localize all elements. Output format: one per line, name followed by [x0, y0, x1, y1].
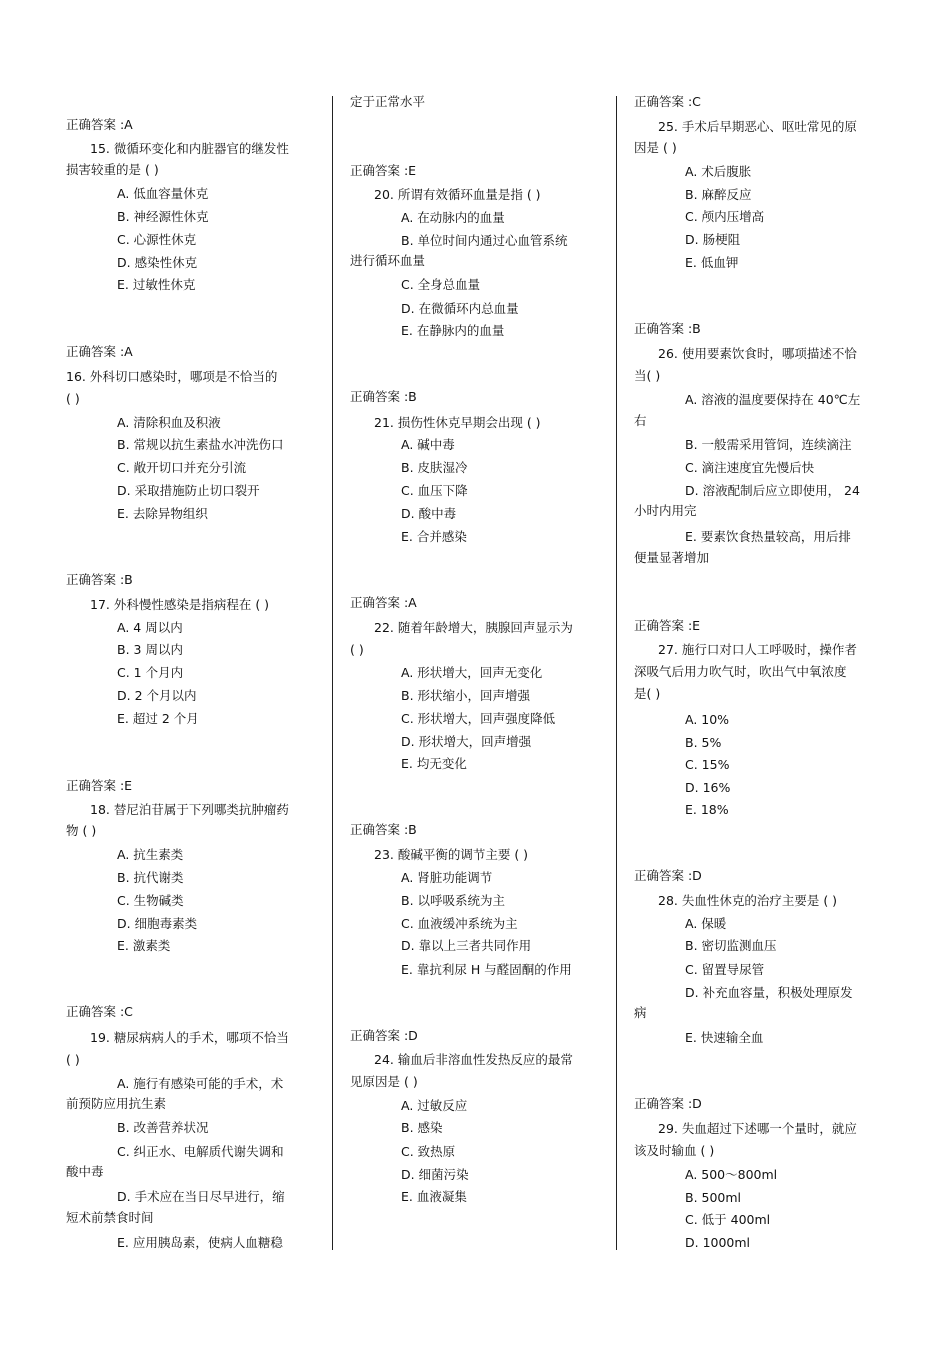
question-text: 18. 替尼泊苷属于下列哪类抗肿瘤药	[90, 802, 289, 817]
question-text: 右	[634, 413, 647, 428]
option-text: A. 在动脉内的血量	[401, 210, 505, 225]
option-text: A. 清除积血及积液	[117, 415, 221, 430]
option-text: B. 形状缩小，回声增强	[401, 688, 531, 703]
question-text: 17. 外科慢性感染是指病程在 ( )	[90, 597, 270, 612]
answer-label: 正确答案 :A	[66, 117, 133, 132]
option-text: D. 手术应在当日尽早进行，缩	[117, 1189, 285, 1204]
question-text: 23. 酸碱平衡的调节主要 ( )	[374, 847, 529, 862]
option-text: C. 15%	[685, 757, 730, 772]
option-text: E. 均无变化	[401, 756, 467, 771]
option-text: D. 补充血容量，积极处理原发	[685, 985, 853, 1000]
option-text: D. 细胞毒素类	[117, 916, 198, 931]
option-text: E. 18%	[685, 802, 729, 817]
question-text: 物 ( )	[66, 823, 97, 838]
option-text: D. 酸中毒	[401, 506, 457, 521]
option-text: A. 施行有感染可能的手术，术	[117, 1076, 284, 1091]
question-text: 25. 手术后早期恶心、呕吐常见的原	[658, 119, 857, 134]
option-text: B. 以呼吸系统为主	[401, 893, 506, 908]
question-text: 便量显著增加	[634, 550, 710, 565]
question-text: 29. 失血超过下述哪一个量时，就应	[658, 1121, 857, 1136]
answer-label: 正确答案 :C	[634, 94, 701, 109]
question-text: ( )	[350, 642, 364, 657]
option-text: E. 靠抗利尿 H 与醛固酮的作用	[401, 962, 572, 977]
question-text: 该及时输血 ( )	[634, 1143, 715, 1158]
question-text: 前预防应用抗生素	[66, 1096, 167, 1111]
answer-label: 正确答案 :A	[350, 595, 417, 610]
option-text: D. 16%	[685, 780, 731, 795]
answer-label: 正确答案 :B	[350, 822, 417, 837]
option-text: B. 感染	[401, 1120, 443, 1135]
question-text: ( )	[66, 1052, 80, 1067]
option-text: B. 改善营养状况	[117, 1120, 209, 1135]
option-text: B. 3 周以内	[117, 642, 183, 657]
option-text: E. 合并感染	[401, 529, 467, 544]
question-text: 24. 输血后非溶血性发热反应的最常	[374, 1052, 573, 1067]
option-text: A. 术后腹胀	[685, 164, 752, 179]
option-text: D. 肠梗阻	[685, 232, 741, 247]
option-text: C. 低于 400ml	[685, 1212, 771, 1227]
option-text: A. 溶液的温度要保持在 40℃左	[685, 392, 861, 407]
question-text: 短术前禁食时间	[66, 1210, 154, 1225]
option-text: C. 颅内压增高	[685, 209, 765, 224]
answer-label: 正确答案 :E	[350, 163, 417, 178]
answer-label: 正确答案 :A	[66, 344, 133, 359]
option-text: D. 形状增大，回声增强	[401, 734, 532, 749]
column-divider-1	[332, 96, 333, 1250]
option-text: B. 一般需采用管饲，连续滴注	[685, 437, 852, 452]
option-text: B. 单位时间内通过心血管系统	[401, 233, 568, 248]
option-text: B. 500ml	[685, 1190, 742, 1205]
answer-label: 正确答案 :D	[634, 868, 702, 883]
option-text: C. 血液缓冲系统为主	[401, 916, 518, 931]
option-text: C. 全身总血量	[401, 277, 481, 292]
option-text: E. 去除异物组织	[117, 506, 208, 521]
option-text: C. 生物碱类	[117, 893, 184, 908]
question-text: 16. 外科切口感染时，哪项是不恰当的	[66, 369, 278, 384]
option-text: E. 快速输全血	[685, 1030, 764, 1045]
option-text: B. 神经源性休克	[117, 209, 209, 224]
answer-label: 正确答案 :D	[634, 1096, 702, 1111]
question-text: 见原因是 ( )	[350, 1074, 418, 1089]
question-text: 28. 失血性休克的治疗主要是 ( )	[658, 893, 838, 908]
column-divider-2	[616, 96, 617, 1250]
question-text: 22. 随着年龄增大，胰腺回声显示为	[374, 620, 573, 635]
answer-label: 正确答案 :E	[634, 618, 701, 633]
option-text: A. 10%	[685, 712, 730, 727]
option-text: E. 过敏性休克	[117, 277, 196, 292]
option-text: E. 超过 2 个月	[117, 711, 199, 726]
option-text: B. 皮肤湿冷	[401, 460, 468, 475]
answer-label: 正确答案 :C	[66, 1004, 133, 1019]
question-text: 15. 微循环变化和内脏器官的继发性	[90, 141, 289, 156]
question-text: 当( )	[634, 368, 661, 383]
question-text: 26. 使用要素饮食时，哪项描述不恰	[658, 346, 857, 361]
option-text: E. 应用胰岛素，使病人血糖稳	[117, 1235, 283, 1250]
option-text: C. 心源性休克	[117, 232, 197, 247]
option-text: A. 500～800ml	[685, 1167, 778, 1182]
question-text: 20. 所谓有效循环血量是指 ( )	[374, 187, 541, 202]
option-text: D. 感染性休克	[117, 255, 198, 270]
option-text: A. 4 周以内	[117, 620, 183, 635]
option-text: A. 碱中毒	[401, 437, 455, 452]
option-text: E. 激素类	[117, 938, 171, 953]
option-text: E. 在静脉内的血量	[401, 323, 505, 338]
option-text: C. 留置导尿管	[685, 962, 765, 977]
option-text: B. 密切监测血压	[685, 938, 777, 953]
option-text: D. 溶液配制后应立即使用， 24	[685, 483, 860, 498]
answer-label: 正确答案 :B	[350, 389, 417, 404]
question-text: 损害较重的是 ( )	[66, 162, 159, 177]
option-text: D. 2 个月以内	[117, 688, 197, 703]
option-text: C. 1 个月内	[117, 665, 184, 680]
option-text: D. 采取措施防止切口裂开	[117, 483, 260, 498]
question-text: 是( )	[634, 686, 661, 701]
answer-label: 正确答案 :B	[634, 321, 701, 336]
question-text: 进行循环血量	[350, 253, 426, 268]
option-text: A. 抗生素类	[117, 847, 184, 862]
option-text: B. 常规以抗生素盐水冲洗伤口	[117, 437, 284, 452]
question-text: 定于正常水平	[350, 94, 426, 109]
question-text: 小时内用完	[634, 503, 697, 518]
option-text: D. 靠以上三者共同作用	[401, 938, 532, 953]
option-text: A. 低血容量休克	[117, 186, 209, 201]
option-text: B. 5%	[685, 735, 722, 750]
option-text: C. 敞开切口并充分引流	[117, 460, 247, 475]
option-text: C. 血压下降	[401, 483, 468, 498]
option-text: B. 抗代谢类	[117, 870, 184, 885]
answer-label: 正确答案 :D	[350, 1028, 418, 1043]
option-text: C. 滴注速度宜先慢后快	[685, 460, 815, 475]
question-text: 27. 施行口对口人工呼吸时，操作者	[658, 642, 857, 657]
option-text: A. 过敏反应	[401, 1098, 468, 1113]
option-text: E. 血液凝集	[401, 1189, 467, 1204]
question-text: 病	[634, 1005, 647, 1020]
option-text: A. 保暖	[685, 916, 727, 931]
option-text: D. 细菌污染	[401, 1167, 469, 1182]
option-text: D. 在微循环内总血量	[401, 301, 519, 316]
option-text: C. 形状增大，回声强度降低	[401, 711, 556, 726]
option-text: E. 低血钾	[685, 255, 739, 270]
option-text: B. 麻醉反应	[685, 187, 752, 202]
option-text: E. 要素饮食热量较高，用后排	[685, 529, 851, 544]
answer-label: 正确答案 :B	[66, 572, 133, 587]
question-text: 19. 糖尿病病人的手术，哪项不恰当	[90, 1030, 289, 1045]
question-text: 21. 损伤性休克早期会出现 ( )	[374, 415, 541, 430]
option-text: A. 肾脏功能调节	[401, 870, 493, 885]
option-text: C. 纠正水、电解质代谢失调和	[117, 1144, 284, 1159]
option-text: C. 致热原	[401, 1144, 456, 1159]
question-text: 因是 ( )	[634, 140, 677, 155]
question-text: 深吸气后用力吹气时，吹出气中氧浓度	[634, 664, 847, 679]
option-text: D. 1000ml	[685, 1235, 751, 1250]
option-text: A. 形状增大，回声无变化	[401, 665, 543, 680]
answer-label: 正确答案 :E	[66, 778, 133, 793]
question-text: ( )	[66, 391, 80, 406]
question-text: 酸中毒	[66, 1164, 104, 1179]
